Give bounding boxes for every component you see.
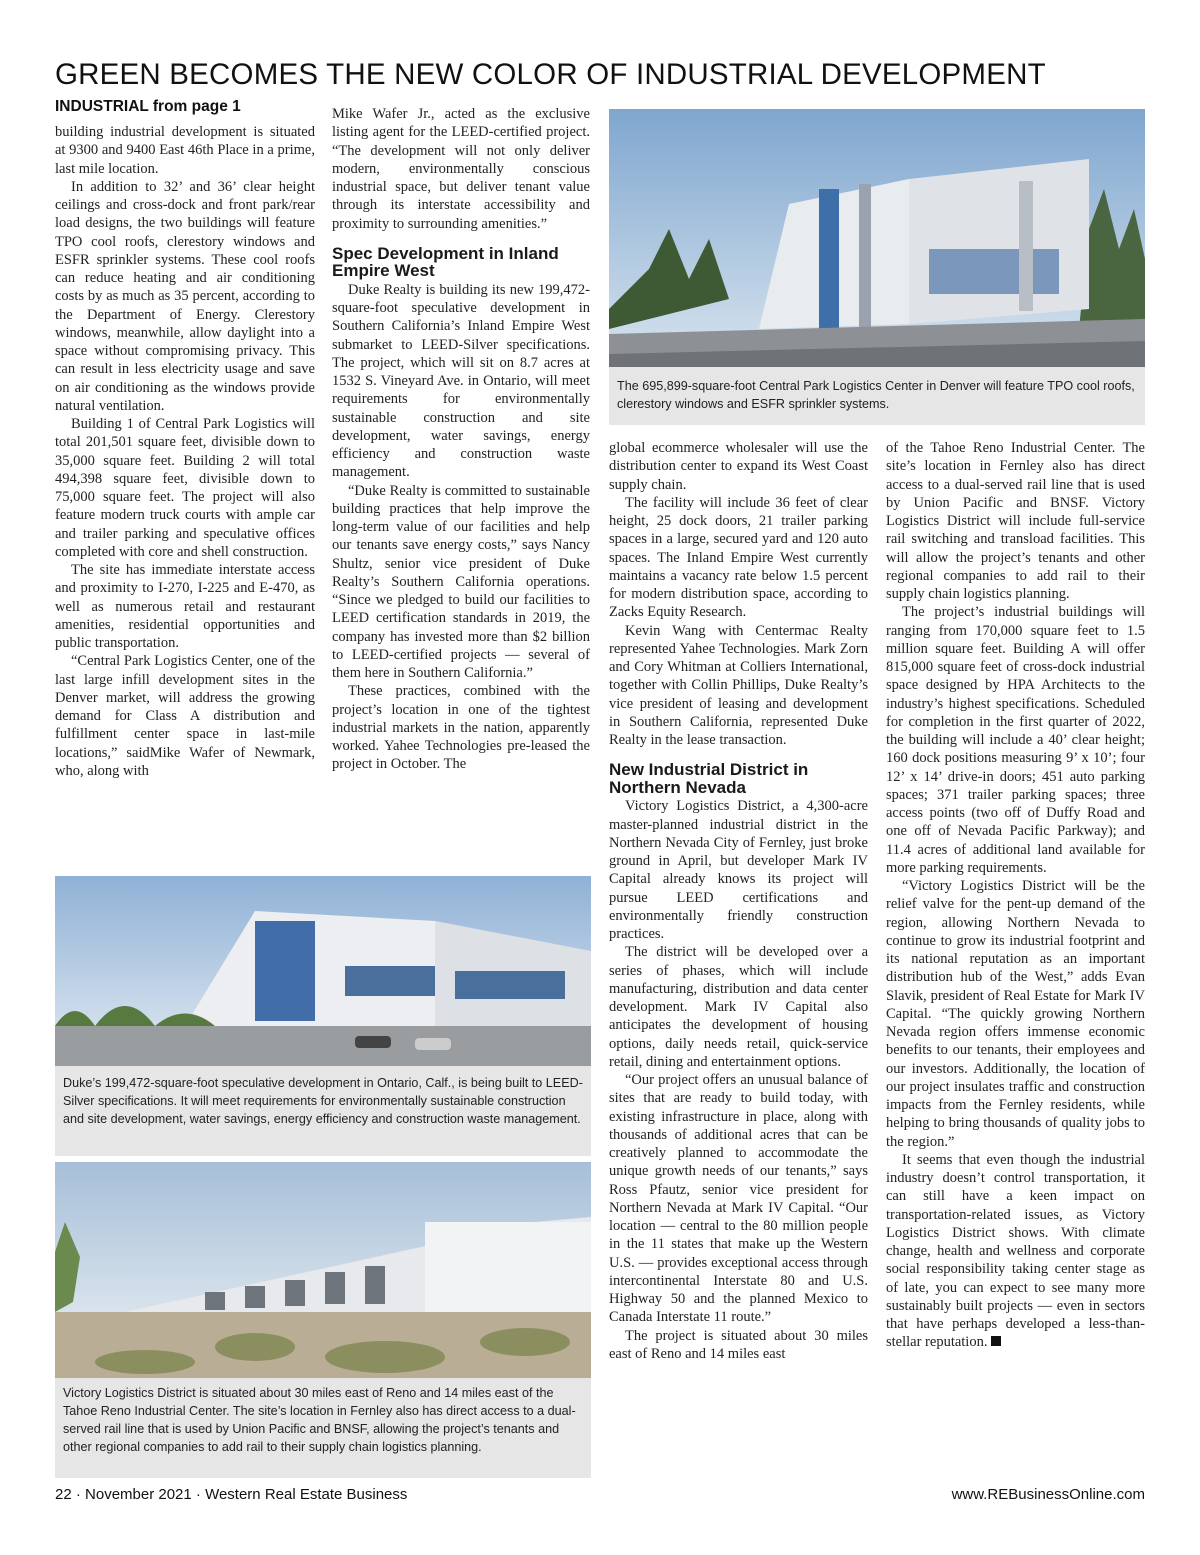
victory-district-photo <box>55 1162 591 1378</box>
paragraph: The district will be developed over a series of phases, which will include manufacturing, distribution and data center development. Mark IV Capital also anticipates the development of housing options, daily needs retail, quick-service retail, dining and entertainment options. <box>609 944 868 1070</box>
paragraph: “Victory Logistics District will be the relief valve for the pent-up demand of the region, allowing Northern Nevada to continue to grow its industrial footprint and its national reputation as an important distribution hub of the West,” adds Evan Slavik, president of Real Estate for Mark IV Capital. “The quickly growing Northern Nevada region offers immense economic benefits to our tenants, their employees and our investors. Additionally, the location of our project insulates traffic and construction impacts from the Fernley residents, while helping to bring thousands of quality jobs to the region.” <box>886 878 1145 1150</box>
figure-caption: The 695,899-square-foot Central Park Logistics Center in Denver will feature TPO cool roofs, clerestory windows and ESFR sprinkler systems. <box>617 379 1135 411</box>
paragraph: Duke Realty is building its new 199,472-square-foot speculative development in Southern California’s Inland Empire West submarket to LEED-Silver specifications. The project, which will sit on 8.7 acres at 1532 S. Vineyard Ave. in Ontario, will meet requirements for environmentally sustainable construction and site development, water savings, energy efficiency and construction waste management. <box>332 281 590 481</box>
footer-website: www.REBusinessOnline.com <box>951 1486 1145 1503</box>
paragraph: The site has immediate interstate access and proximity to I-270, I-225 and E-470, as well as numerous retail and restaurant amenities, residential opportunities and public transportation. <box>55 562 315 651</box>
figure-caption: Victory Logistics District is situated about 30 miles east of Reno and 14 miles east of the Tahoe Reno Industrial Center. The site’s location in Fernley also has direct access to a dual-served rail line that is used by Union Pacific and BNSF, allowing the project’s tenants and other regional companies to add rail to their supply chain logistics planning. <box>63 1386 576 1454</box>
paragraph: Building 1 of Central Park Logistics will total 201,501 square feet, divisible down to 35,000 square feet. Building 2 will total 494,398 square feet, divisible down to 75,000 square feet. The project will also feature modern truck courts with ample car and trailer parking and speculative offices completed with core and shell construction. <box>55 416 315 560</box>
article-column-1 <box>55 123 315 871</box>
paragraph: “Duke Realty is committed to sustainable building practices that help improve the long-term value of our facilities and help our tenants save energy costs,” says Nancy Shultz, senior vice president of Duke Realty’s Southern California operations. “Since we pledged to build our facilities to LEED certification standards in 2019, the company has invested more than $2 billion to LEED-certified projects — several of them here in Southern California.” <box>332 482 590 681</box>
paragraph: global ecommerce wholesaler will use the distribution center to expand its West Coast supply chain. <box>609 440 868 493</box>
figure-caption: Duke’s 199,472-square-foot speculative development in Ontario, Calf., is being built to LEED-Silver specifications. It will meet requirements for environmentally sustainable construction and site development, water savings, energy efficiency and construction waste management. <box>63 1076 583 1126</box>
subheading-northern-nevada: New Industrial District in Northern Nevada <box>609 760 809 797</box>
paragraph: of the Tahoe Reno Industrial Center. The site’s location in Fernley also has direct access to a dual-served rail line that is used by Union Pacific and BNSF. Victory Logistics District will include full-service rail switching and transload facilities. This will allow the project’s tenants and other regional companies to add rail to their supply chain logistics planning. <box>886 440 1145 602</box>
paragraph: “Central Park Logistics Center, one of the last large infill development sites in the Denver market, will address the growing demand for Class A distribution and fulfillment center space in last-mile locations,” saidMike Wafer of Newmark, who, along with <box>55 653 315 779</box>
paragraph: In addition to 32’ and 36’ clear height ceilings and cross-dock and front park/rear load designs, the two buildings will feature TPO cool roofs, clerestory windows and ESFR sprinkler systems. These cool roofs can reduce heating and air conditioning costs by as much as 35 percent, according to the Department of Energy. Clerestory windows, meanwhile, allow daylight into a space without compromising privacy. This can result in less electricity usage and save on air conditioning as the windows provide natural ventilation. <box>55 178 315 414</box>
paragraph: The project’s industrial buildings will ranging from 170,000 square feet to 1.5 million square feet. Building A will offer 815,000 square feet of cross-dock industrial space designed by HPA Architects to the industry’s highest specifications. Scheduled for completion in the first quarter of 2022, the building will include a 40’ clear height; 160 dock positions measuring 9’ x 10’; four 12’ x 14’ drive-in doors; 451 auto parking spaces; 371 trailer parking spaces; three access points (two off of Duffy Road and one off of Nevada Pacific Parkway); and 11.4 acres of additional land available for more parking requirements. <box>886 604 1145 876</box>
paragraph: “Our project offers an unusual balance of sites that are ready to build today, with existing infrastructure in place, along with thousands of additional acres that can be creatively planned to accommodate the unique growth needs of our tenants,” says Ross Pfautz, senior vice president for Northern Nevada at Mark IV Capital. “Our location — central to the 80 million people in the 11 states that make up the Western U.S. — provides exceptional access through intercontinental Interstate 80 and U.S. Highway 50 and the planned Mexico to Canada Interstate 11 route.” <box>609 1072 868 1326</box>
headline: GREEN BECOMES THE NEW COLOR OF INDUSTRIAL DEVELOPMENT <box>55 58 1046 91</box>
paragraph: The project is situated about 30 miles east of Reno and 14 miles east <box>609 1327 868 1362</box>
end-mark-icon <box>991 1336 1001 1346</box>
denver-building-photo <box>609 109 1145 367</box>
paragraph: Victory Logistics District, a 4,300-acre master-planned industrial district in the Northern Nevada City of Fernley, just broke ground in April, but developer Mark IV Capital already knows its project will pursue LEED certifications and environmentally friendly construction practices. <box>609 798 868 942</box>
footer-page-info: 22 · November 2021 · Western Real Estate Business <box>55 1486 408 1503</box>
figure-denver <box>609 109 1145 425</box>
jump-label: INDUSTRIAL from page 1 <box>55 98 241 115</box>
figure-victory <box>55 1162 591 1478</box>
figure-ontario <box>55 876 591 1156</box>
ontario-building-photo <box>55 876 591 1066</box>
article-column-3 <box>609 439 868 1477</box>
subheading-inland-empire: Spec Development in Inland Empire West <box>332 243 559 281</box>
paragraph: building industrial development is situated at 9300 and 9400 East 46th Place in a prime, last mile location. <box>55 124 315 177</box>
paragraph <box>886 1151 1145 1352</box>
paragraph: The facility will include 36 feet of clear height, 25 dock doors, 21 trailer parking spaces in a large, secured yard and 120 auto spaces. The Inland Empire West currently maintains a vacancy rate below 1.5 percent for modern distribution space, according to Zacks Equity Research. <box>609 494 868 621</box>
article-column-2 <box>332 105 590 871</box>
paragraph: These practices, combined with the project’s location in one of the tightest industrial markets in the nation, apparently worked. Yahee Technologies pre-leased the project in October. The <box>332 683 590 773</box>
paragraph: Mike Wafer Jr., acted as the exclusive listing agent for the LEED-certified project. “The development will not only deliver modern, environmentally conscious industrial space, but deliver tenant value through its interstate accessibility and proximity to surrounding amenities.” <box>332 106 590 232</box>
paragraph-text: It seems that even though the industrial industry doesn’t control transportation, it can still have a keen impact on transportation-related issues, as Victory Logistics District shows. With climate change, health and wellness and corporate social responsibility taking center stage as of late, you can expect to see many more sustainably built projects — even in sectors that have perhaps developed a less-than-stellar reputation. <box>886 1151 1145 1351</box>
article-column-4 <box>886 439 1145 1477</box>
paragraph: Kevin Wang with Centermac Realty represented Yahee Technologies. Mark Zorn and Cory Whitman at Colliers International, together with Collin Phillips, Duke Realty’s vice president of leasing and development in Southern California, represented Duke Realty in the lease transaction. <box>609 622 868 748</box>
